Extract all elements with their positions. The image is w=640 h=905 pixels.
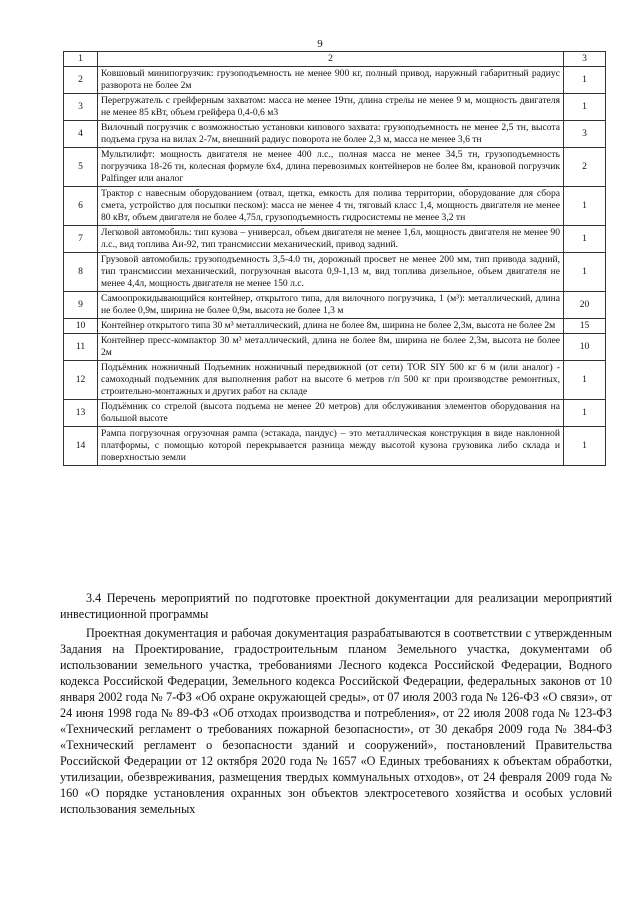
- table-row: [64, 67, 606, 94]
- table-row: [64, 334, 606, 361]
- row-description-cell: Перегружатель с грейферным захватом: масса не менее 19тн, длина стрелы не менее 9 м, мощность двигателя не менее 85 кВт, объем грейфера 0,4-0,6 м3: [98, 94, 564, 121]
- row-number-cell: 2: [64, 67, 98, 94]
- row-quantity-cell: 1: [564, 361, 606, 400]
- row-number-cell: 9: [64, 292, 98, 319]
- row-number-cell: 11: [64, 334, 98, 361]
- row-description-cell: Легковой автомобиль: тип кузова – универсал, объем двигателя не менее 1,6л, мощность двигателя не менее 90 л.с., вид топлива Аи-92, тип трансмиссии механический, привод задний.: [98, 226, 564, 253]
- row-number-cell: 5: [64, 148, 98, 187]
- row-number-cell: 6: [64, 187, 98, 226]
- row-quantity-cell: 1: [564, 226, 606, 253]
- row-quantity-cell: 1: [564, 187, 606, 226]
- table-row: [64, 187, 606, 226]
- header-cell-number: 1: [64, 52, 98, 67]
- row-description-cell: Вилочный погрузчик с возможностью установки кипового захвата: грузоподъемность не менее 2,5 тн, высота подъема груза на вилах 2-7м, внешний радиус поворота не более 2,3 м, масса не менее 3,6 тн: [98, 121, 564, 148]
- table-row: [64, 361, 606, 400]
- table-row: [64, 292, 606, 319]
- equipment-table: [63, 51, 606, 466]
- table-row: [64, 226, 606, 253]
- row-description-cell: Контейнер пресс-компактор 30 м³ металлический, длина не более 8м, ширина не более 2,3м, высота не более 2м: [98, 334, 564, 361]
- table-row: [64, 94, 606, 121]
- page-number: 9: [317, 38, 323, 50]
- table-row: [64, 253, 606, 292]
- row-number-cell: 8: [64, 253, 98, 292]
- table-row: [64, 148, 606, 187]
- row-description-cell: Грузовой автомобиль: грузоподъемность 3,5-4.0 тн, дорожный просвет не менее 200 мм, тип привода задний, тип трансмиссии механический, погрузочная высота 0,9-1,13 м, вид топлива дизельное, объем двигателя не менее 4,4л, мощность двигателя не менее 150 л.с.: [98, 253, 564, 292]
- row-number-cell: 10: [64, 319, 98, 334]
- row-quantity-cell: 1: [564, 400, 606, 427]
- row-number-cell: 12: [64, 361, 98, 400]
- row-quantity-cell: 3: [564, 121, 606, 148]
- row-description-cell: Трактор с навесным оборудованием (отвал, щетка, емкость для полива территории, оборудование для сбора смета, устройство для посыпки песком): масса не менее 4 тн, тяговый класс 1,4, мощность двигателя не менее 80 кВт, объем двигателя не более 4,75л, грузоподъемность гидросистемы не менее 3,2 тн: [98, 187, 564, 226]
- row-quantity-cell: 20: [564, 292, 606, 319]
- row-quantity-cell: 2: [564, 148, 606, 187]
- table-row: [64, 121, 606, 148]
- header-cell-quantity: 3: [564, 52, 606, 67]
- body-paragraph: Проектная документация и рабочая документация разрабатываются в соответствии с утвержденным Задания на Проектирование, градостроительным планом Земельного участка, документами об использовании земельного участка, требованиями Лесного кодекса Российской Федерации, Водного кодекса Российской Федерации, Земельного кодекса Российской Федерации, федеральных законов от 10 января 2002 года № 7-ФЗ «Об охране окружающей среды», от 07 июля 2003 года № 126-ФЗ «О связи», от 24 июня 1998 года № 89-ФЗ «Об отходах производства и потребления», от 22 июля 2008 года № 123-ФЗ «Технический регламент о требованиях пожарной безопасности», от 30 декабря 2009 года № 384-ФЗ «Технический регламент о безопасности зданий и сооружений», постановлений Правительства Российской Федерации от 12 октября 2020 года № 1657 «О Единых требованиях к объектам обработки, утилизации, обезвреживания, размещения твердых коммунальных отходов», от 24 февраля 2009 года № 160 «О порядке установления охранных зон объектов электросетевого хозяйства и особых условий использования земельных: [60, 626, 612, 816]
- row-number-cell: 4: [64, 121, 98, 148]
- row-quantity-cell: 1: [564, 94, 606, 121]
- row-number-cell: 3: [64, 94, 98, 121]
- row-number-cell: 14: [64, 427, 98, 466]
- row-quantity-cell: 1: [564, 427, 606, 466]
- table-row: [64, 427, 606, 466]
- row-quantity-cell: 10: [564, 334, 606, 361]
- row-number-cell: 13: [64, 400, 98, 427]
- row-number-cell: 7: [64, 226, 98, 253]
- table-header-row: [64, 52, 606, 67]
- row-description-cell: Подъёмник ножничный Подъемник ножничный передвижной (от сети) TOR SIY 500 кг 6 м (или аналог) - самоходный подъемник для выполнения работ на высоте 6 метров г/п 500 кг при производстве ремонтных, строительно-монтажных и других работ на складе: [98, 361, 564, 400]
- row-description-cell: Контейнер открытого типа 30 м³ металлический, длина не более 8м, ширина не более 2,3м, высота не более 2м: [98, 319, 564, 334]
- row-quantity-cell: 1: [564, 67, 606, 94]
- header-cell-description: 2: [98, 52, 564, 67]
- table-row: [64, 319, 606, 334]
- row-description-cell: Рампа погрузочная огрузочная рампа (эстакада, пандус) – это металлическая конструкция в виде наклонной платформы, с помощью которой перекрывается разница между высотой кузона грузовика либо склада и поверхностью земли: [98, 427, 564, 466]
- row-description-cell: Ковшовый минипогрузчик: грузоподъемность не менее 900 кг, полный привод, наружный габаритный радиус разворота не более 2м: [98, 67, 564, 94]
- section-title: 3.4 Перечень мероприятий по подготовке проектной документации для реализации мероприятий инвестиционной программы: [60, 591, 612, 621]
- row-description-cell: Подъёмник со стрелой (высота подъема не менее 20 метров) для обслуживания элементов оборудования на большой высоте: [98, 400, 564, 427]
- row-quantity-cell: 1: [564, 253, 606, 292]
- row-quantity-cell: 15: [564, 319, 606, 334]
- row-description-cell: Самоопрокидывающийся контейнер, открытого типа, для вилочного погрузчика, 1 (м³): металлический, длина не более 0,9м, ширина не более 0,9м, высота не более 1,3 м: [98, 292, 564, 319]
- row-description-cell: Мультилифт: мощность двигателя не менее 400 л.с., полная масса не менее 34,5 тн, грузоподъемность погрузчика 18-26 тн, колесная формуле 6х4, длина перевозимых контейнеров не более 8м, крановой погрузчик Palfinger или аналог: [98, 148, 564, 187]
- table-row: [64, 400, 606, 427]
